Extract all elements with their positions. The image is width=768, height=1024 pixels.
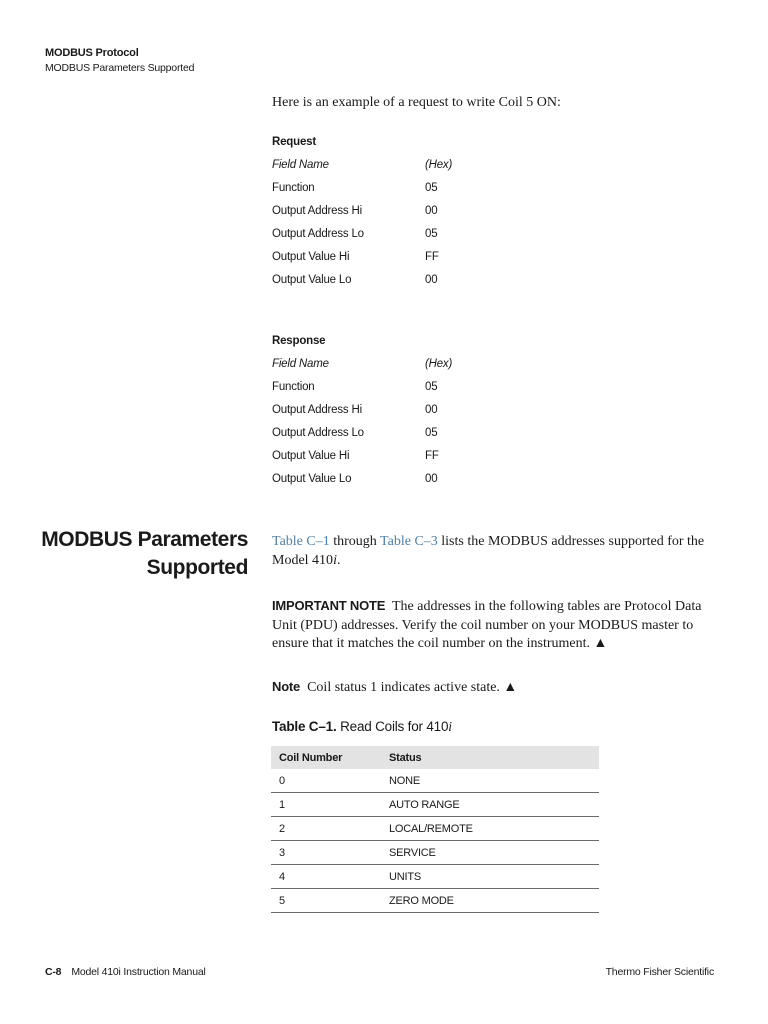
request-row <box>272 228 572 251</box>
section-heading-line1: MODBUS Parameters <box>41 528 248 551</box>
manual-title: Model 410i Instruction Manual <box>71 966 206 978</box>
status-cell: LOCAL/REMOTE <box>381 817 599 841</box>
coil-number-cell: 5 <box>271 889 381 913</box>
important-note-text: The addresses in the following tables are Protocol Data Unit (PDU) addresses. Verify the coil number on your MODBUS master to ensure that it matches the coil number on the instrument. ▲ <box>272 599 702 651</box>
running-header-subtitle: MODBUS Parameters Supported <box>45 62 195 74</box>
para-through: through <box>329 534 381 549</box>
coil-number-cell: 4 <box>271 865 381 889</box>
request-field: Function <box>272 182 315 194</box>
status-cell: AUTO RANGE <box>381 793 599 817</box>
section-heading <box>41 526 248 582</box>
request-title: Request <box>272 136 316 148</box>
response-row <box>272 427 572 450</box>
request-col-field: Field Name <box>272 159 329 171</box>
response-field: Output Address Hi <box>272 404 362 416</box>
table-header-row <box>271 746 599 769</box>
table-c1-link[interactable]: Table C–1 <box>272 534 330 549</box>
coil-number-cell: 2 <box>271 817 381 841</box>
table-row <box>271 769 599 793</box>
response-field: Function <box>272 381 315 393</box>
read-coils-table <box>271 746 599 913</box>
request-row <box>272 205 572 228</box>
request-field: Output Address Lo <box>272 228 364 240</box>
request-value: 00 <box>425 274 438 286</box>
coil-number-cell: 0 <box>271 769 381 793</box>
para-rest: lists the MODBUS addresses supported for the Model 410 <box>272 534 705 568</box>
coil-number-cell: 1 <box>271 793 381 817</box>
request-value: 05 <box>425 228 438 240</box>
table-row <box>271 817 599 841</box>
response-value: FF <box>425 450 439 462</box>
request-value: 00 <box>425 205 438 217</box>
request-field: Output Value Hi <box>272 251 350 263</box>
response-col-hex: (Hex) <box>425 358 453 370</box>
response-title: Response <box>272 335 326 347</box>
response-field: Output Value Lo <box>272 473 352 485</box>
request-row <box>272 182 572 205</box>
note <box>272 678 722 698</box>
response-col-field: Field Name <box>272 358 329 370</box>
important-note-lead: IMPORTANT NOTE <box>272 598 386 613</box>
page-number: C-8 <box>45 966 62 978</box>
response-header-row <box>272 358 572 381</box>
table-header-coil-number: Coil Number <box>271 746 381 769</box>
section-paragraph <box>272 533 722 570</box>
request-header-row <box>272 159 572 182</box>
response-field: Output Address Lo <box>272 427 364 439</box>
table-c3-link[interactable]: Table C–3 <box>380 534 438 549</box>
response-value: 00 <box>425 473 438 485</box>
request-block <box>272 136 592 296</box>
request-value: FF <box>425 251 439 263</box>
coil-number-cell: 3 <box>271 841 381 865</box>
response-block <box>272 335 592 495</box>
para-italic-i: i <box>333 552 337 568</box>
note-lead: Note <box>272 679 301 694</box>
running-header-title: MODBUS Protocol <box>45 47 139 59</box>
request-col-hex: (Hex) <box>425 159 453 171</box>
response-field: Output Value Hi <box>272 450 350 462</box>
table-caption <box>272 719 452 735</box>
table-row <box>271 889 599 913</box>
status-cell: NONE <box>381 769 599 793</box>
section-heading-line2: Supported <box>146 556 248 579</box>
response-row <box>272 404 572 427</box>
footer-company: Thermo Fisher Scientific <box>605 966 714 978</box>
request-value: 05 <box>425 182 438 194</box>
response-row <box>272 381 572 404</box>
status-cell: SERVICE <box>381 841 599 865</box>
footer-left <box>45 966 206 978</box>
status-cell: ZERO MODE <box>381 889 599 913</box>
table-caption-italic: i <box>448 719 452 734</box>
request-field: Output Value Lo <box>272 274 352 286</box>
table-row <box>271 793 599 817</box>
para-period: . <box>336 552 341 568</box>
response-value: 05 <box>425 427 438 439</box>
table-header-status: Status <box>381 746 599 769</box>
request-row <box>272 251 572 274</box>
note-text: Coil status 1 indicates active state. ▲ <box>307 680 518 695</box>
response-row <box>272 450 572 473</box>
response-value: 00 <box>425 404 438 416</box>
table-row <box>271 841 599 865</box>
table-caption-number: Table C–1. <box>272 719 337 734</box>
table-row <box>271 865 599 889</box>
important-note <box>272 597 722 654</box>
response-row <box>272 473 572 496</box>
response-value: 05 <box>425 381 438 393</box>
intro-text: Here is an example of a request to write Coil 5 ON: <box>272 95 561 110</box>
request-row <box>272 274 572 297</box>
request-field: Output Address Hi <box>272 205 362 217</box>
table-caption-text: Read Coils for 410 <box>336 719 449 734</box>
status-cell: UNITS <box>381 865 599 889</box>
